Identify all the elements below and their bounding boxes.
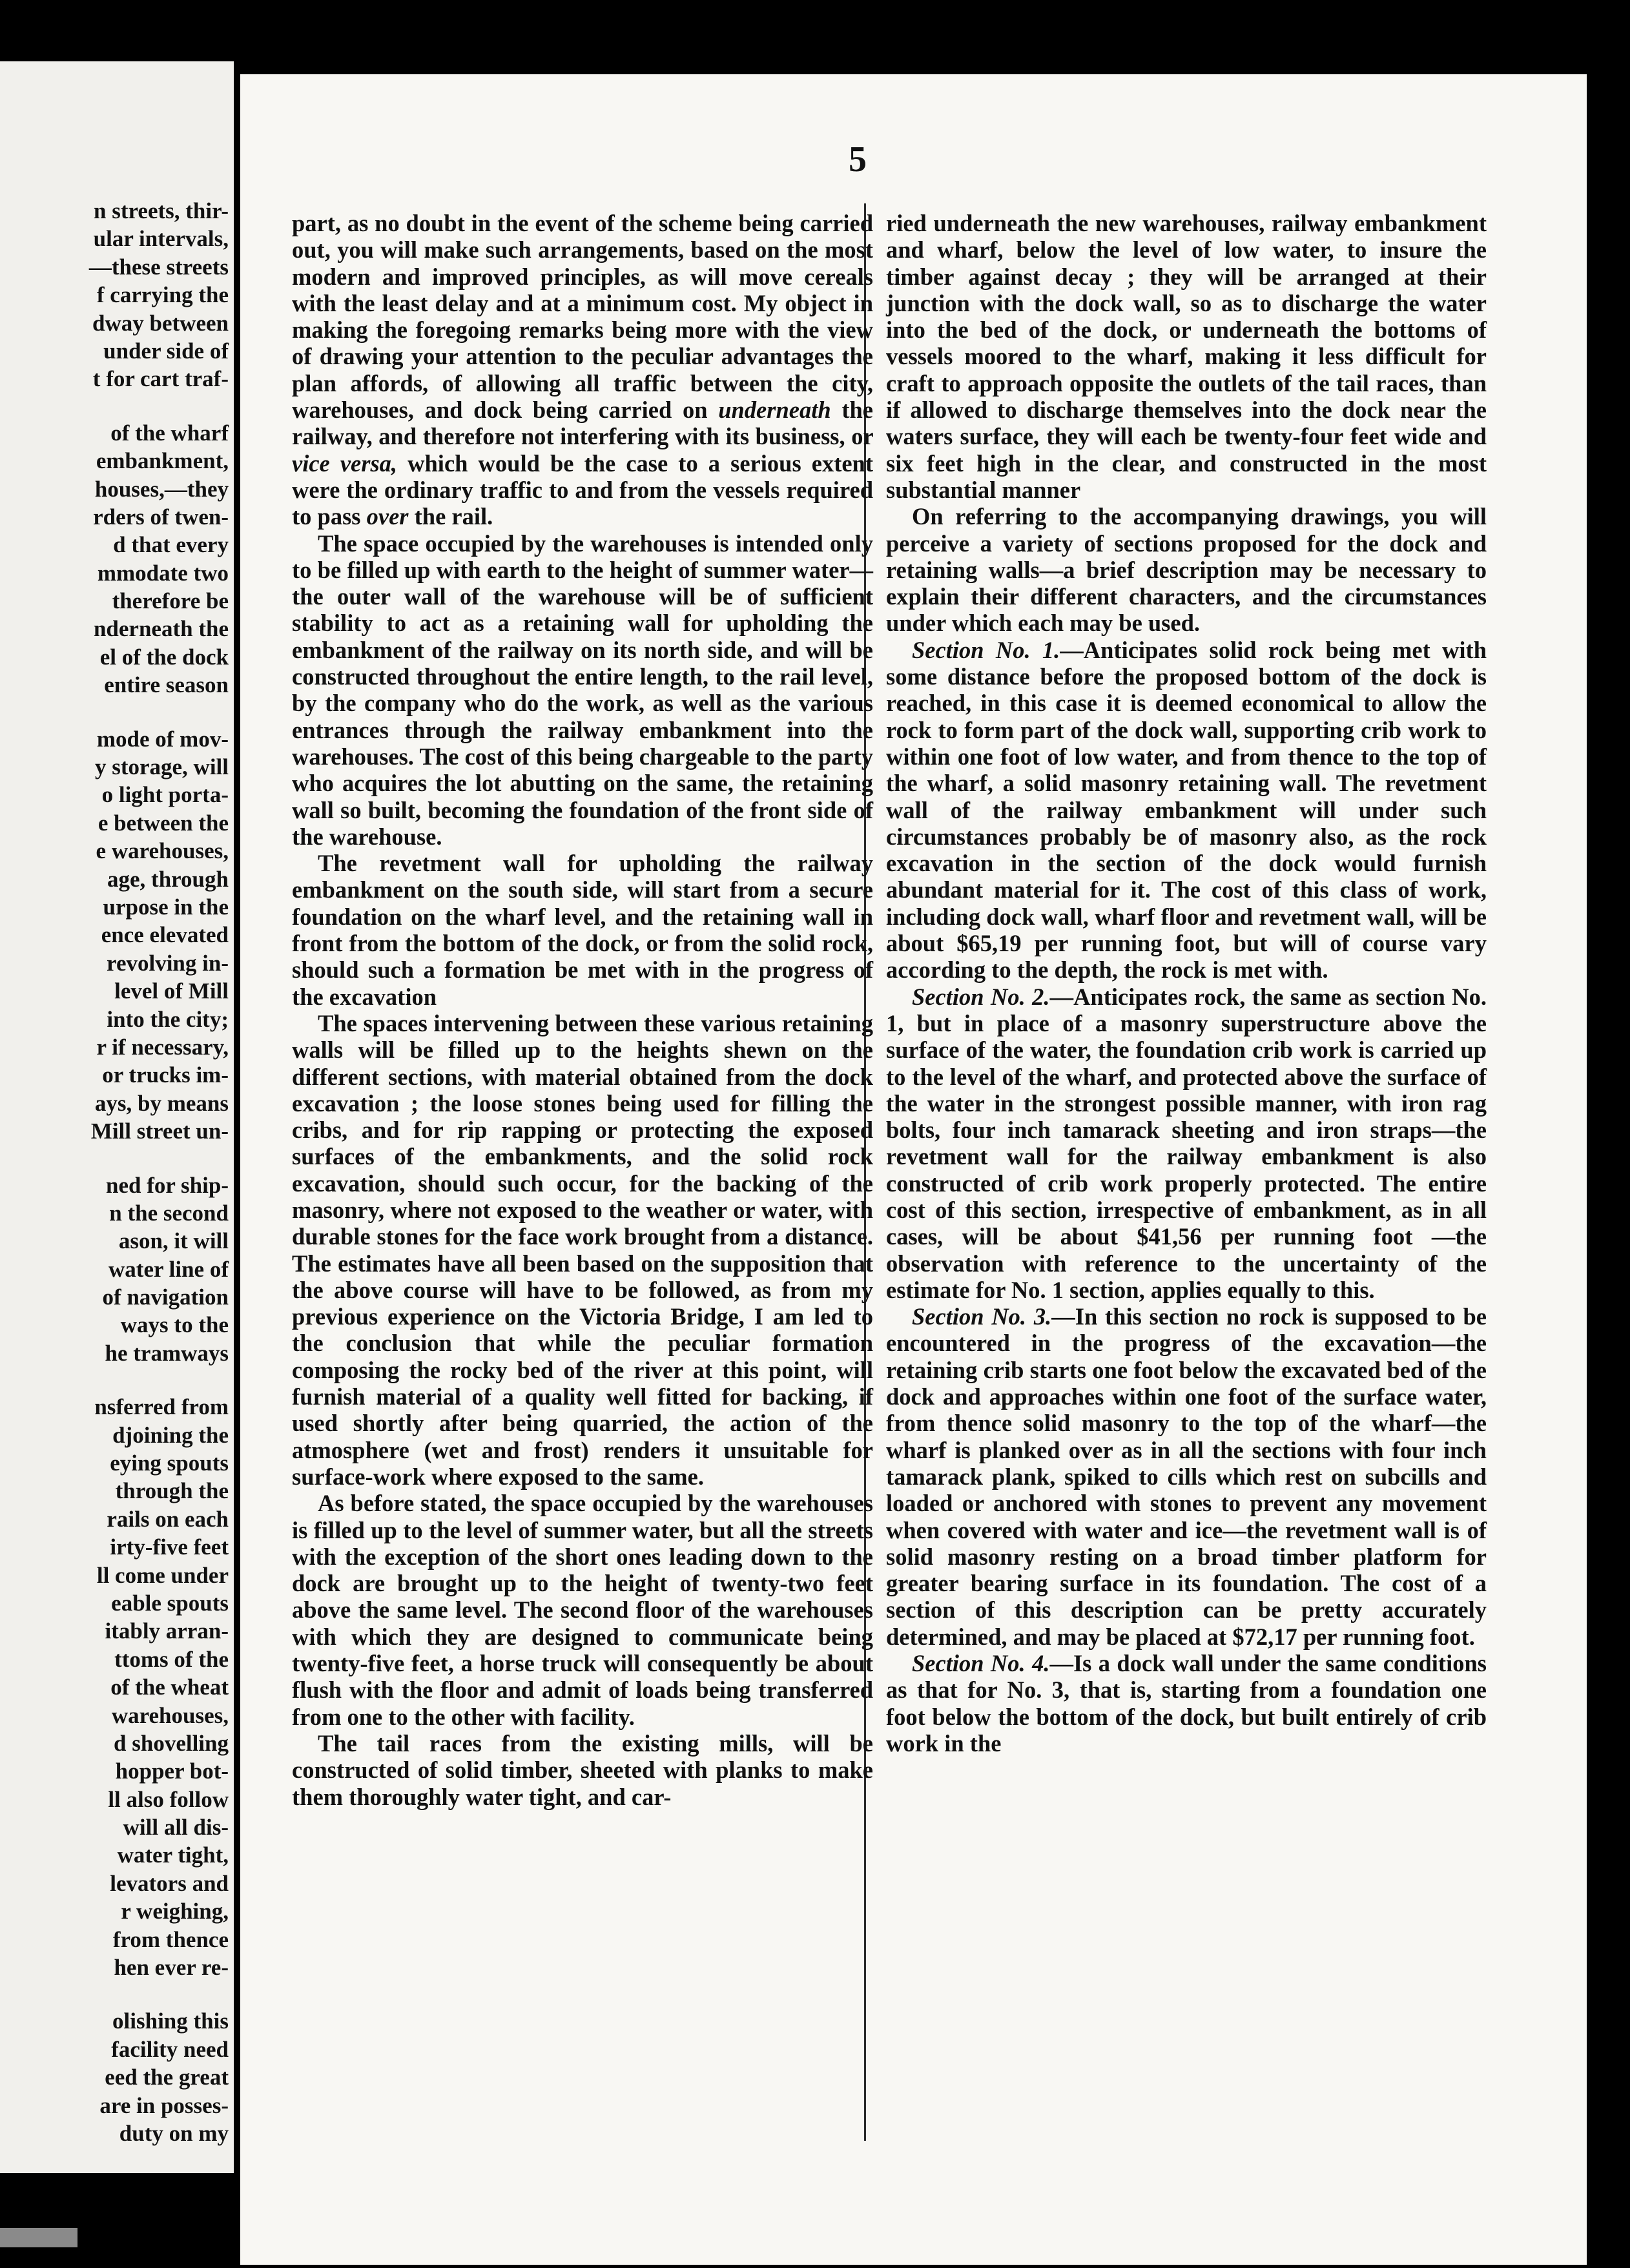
text-line: ned for ship- (106, 1172, 229, 1198)
text-line: embankment, (96, 448, 229, 474)
paragraph: The spaces intervening between these various retaining walls will be filled up to the heights shewn on the different sections, with material obtained from the dock excavation ; the loose stones being used for filling the cribs, and for rip rapping or protecting the exposed surfaces of the embankments, and the solid rock excavation, should such occur, for the backing of the masonry, where not exposed to the weather or water, with durable stones for the face work brought from a distance. The estimates have all been based on the supposition that the above course will have to be followed, as from my previous experience on the Victoria Bridge, I am led to the conclusion that while the peculiar formation composing the rocky bed of the river at this point, will furnish material of a quality well fitted for backing, if used shortly after being quarried, the action of the atmosphere (wet and frost) renders it unsuitable for surface-work where exposed to the same. (292, 1009, 873, 1490)
text-line: from thence (112, 1926, 229, 1952)
text-line: el of the dock (99, 644, 229, 670)
text-line: mode of mov- (96, 726, 229, 752)
text-line: level of Mill (114, 978, 229, 1004)
text-column-left (292, 210, 873, 1810)
text-line: warehouses, (111, 1702, 229, 1728)
facing-page-fragment (0, 61, 234, 2173)
section-paragraph: Section No. 1.—Anticipates solid rock being met with some distance before the proposed bottom of the dock is reached, in this case it is deemed economical to allow the rock to form part of the dock wall, supporting crib work to within one foot of low water, and from thence to the top of the wharf, a solid masonry retaining wall. The revetment wall of the railway embankment will under such circumstances probably be of masonry also, as the rock excavation in the section of the dock would furnish abundant material for it. The cost of this class of work, including dock wall, wharf floor and revetment wall, will be about $65,19 per running foot, but will of course vary according to the depth, the rock is met with. (886, 636, 1487, 984)
text-line: of navigation (102, 1284, 229, 1310)
text-line: —these streets (88, 254, 229, 280)
paragraph: part, as no doubt in the event of the scheme being carried out, you will make such arrangements, based on the most modern and improved principles, as will move cereals with the least delay and at a minimum cost. My object in making the foregoing remarks being more with the view of drawing your attention to the peculiar advantages the plan affords, of allowing all traffic between the city, warehouses, and dock being carried on underneath the railway, and therefore not interfering with its business, or vice versa, which would be the case to a serious extent were the ordinary traffic to and from the vessels required to pass over the rail. (292, 210, 874, 530)
document-page (240, 74, 1587, 2265)
section-paragraph: Section No. 3.—In this section no rock is supposed to be encountered in the progress of the excavation—the retaining crib starts one foot below the excavated bed of the dock and approaches within one foot of the surface water, from thence solid masonry to the top of the wharf—the wharf is planked over as in all the sections with four inch tamarack plank, spiked to cills which rest on subcills and loaded or anchored with stones to prevent any movement when covered with water and ice—the revetment wall is of solid masonry resting on a broad timber platform for greater bearing surface in its foundation. The cost of a section of this description can be pretty accurately determined, and may be placed at $72,17 per running foot. (886, 1303, 1487, 1650)
text-line: under side of (103, 338, 229, 364)
text-line: or trucks im- (102, 1062, 229, 1088)
text-line: mmodate two (97, 560, 229, 586)
paragraph: The tail races from the existing mills, will be constructed of solid timber, sheeted with planks to make them thoroughly water tight, and car- (292, 1729, 873, 1810)
text-line: therefore be (112, 588, 229, 614)
text-line: duty on my (119, 2121, 229, 2146)
text-line: rders of twen- (93, 504, 229, 530)
text-line: e between the (98, 810, 229, 836)
text-line: hen ever re- (114, 1955, 229, 1981)
line-gap (0, 1367, 234, 1393)
text-line: o light porta- (101, 782, 229, 808)
line-gap (0, 393, 234, 419)
text-line: f carrying the (96, 282, 229, 308)
text-line: ll also follow (108, 1786, 229, 1812)
text-line: eying spouts (110, 1450, 229, 1476)
text-line: r if necessary, (96, 1034, 229, 1060)
text-line: hopper bot- (115, 1758, 229, 1784)
text-line: into the city; (107, 1006, 229, 1032)
paragraph: As before stated, the space occupied by the warehouses is filled up to the level of summer water, but all the streets with the exception of the short ones leading down to the dock are brought up to the height of twenty-two feet above the same level. The second floor of the warehouses with which they are designed to communicate being twenty-five feet, a horse truck will consequently be about flush with the floor and admit of loads being transferred from one to the other with facility. (292, 1490, 873, 1730)
section-label: Section No. 1. (912, 636, 1060, 663)
line-gap (0, 1981, 234, 2007)
text-line: olishing this (112, 2008, 229, 2034)
section-label: Section No. 4. (912, 1650, 1050, 1677)
paragraph: The space occupied by the warehouses is intended only to be filled up with earth to the height of summer water—the outer wall of the warehouse will be of sufficient stability to act as a retaining wall for upholding the embankment of the railway on its north side, and will be constructed throughout the entire length, to the rail level, by the company who do the work, as well as the various entrances through the railway embankment into the warehouses. The cost of this being chargeable to the party who acquires the lot abutting on the same, the retaining wall so built, becoming the foundation of the front side of the warehouse. (292, 530, 873, 850)
line-gap (0, 1146, 234, 1171)
text-line: facility need (111, 2036, 229, 2062)
text-line: water tight, (117, 1842, 229, 1868)
text-line: water line of (108, 1256, 229, 1282)
text-line: eed the great (105, 2065, 229, 2090)
text-line: t for cart traf- (92, 366, 229, 392)
scan-edge (0, 2228, 77, 2247)
line-gap (0, 699, 234, 725)
text-line: d shovelling (114, 1730, 229, 1756)
text-line: eable spouts (111, 1590, 229, 1616)
page-number: 5 (849, 139, 867, 180)
text-column-right (886, 210, 1487, 1757)
paragraph: ried underneath the new warehouses, railway embankment and wharf, below the level of low water, to insure the timber against decay ; they will be arranged at their junction with the dock wall, so as to discharge the water into the bed of the dock, or underneath the bottoms of vessels moored to the wharf, making it less difficult for craft to approach opposite the outlets of the tail races, than if allowed to discharge themselves into the dock near the waters surface, they will each be twenty-four feet wide and six feet high in the clear, and constructed in the most substantial manner (886, 210, 1487, 503)
text-line: Mill street un- (90, 1119, 229, 1144)
text-line: through the (115, 1478, 229, 1504)
text-line: age, through (107, 866, 229, 892)
text-line: he tramways (105, 1340, 229, 1366)
text-line: itably arran- (105, 1618, 229, 1644)
section-paragraph: Section No. 2.—Anticipates rock, the same as section No. 1, but in place of a masonry superstructure above the surface of the water, the foundation crib work is carried up to the level of the wharf, and protected above the surface of the water in the strongest possible manner, with iron rag bolts, four inch tamarack sheeting and iron straps—the revetment wall for the railway embankment is also constructed of crib work properly protected. The entire cost of this section, irrespective of embankment, as in all cases, will be about $41,56 per running foot —the observation with reference to the uncertainty of the estimate for No. 1 section, applies equally to this. (886, 983, 1487, 1303)
section-label: Section No. 2. (912, 983, 1050, 1010)
section-label: Section No. 3. (912, 1303, 1052, 1330)
text-line: will all dis- (123, 1815, 229, 1840)
text-line: dway between (92, 310, 229, 336)
text-line: nderneath the (93, 616, 229, 642)
text-line: of the wharf (110, 420, 229, 446)
section-paragraph: Section No. 4.—Is a dock wall under the same conditions as that for No. 3, that is, starting from a foundation one foot below the bottom of the dock, but built entirely of crib work in the (886, 1650, 1487, 1757)
text-line: ence elevated (101, 922, 229, 948)
paragraph: On referring to the accompanying drawings, you will perceive a variety of sections proposed for the dock and retaining walls—a brief description may be necessary to explain their different characters, and the circumstances under which each may be used. (886, 503, 1487, 637)
text-line: y storage, will (94, 754, 229, 780)
text-line: of the wheat (110, 1675, 229, 1700)
text-line: n streets, thir- (94, 198, 229, 223)
text-line: e warehouses, (96, 838, 229, 864)
text-line: r weighing, (121, 1899, 229, 1924)
text-line: ason, it will (118, 1228, 229, 1254)
text-line: ays, by means (94, 1090, 229, 1116)
text-line: djoining the (112, 1422, 229, 1448)
text-line: irty-five feet (110, 1534, 229, 1560)
text-line: revolving in- (107, 950, 229, 976)
text-line: urpose in the (103, 894, 229, 920)
text-line: n the second (109, 1200, 229, 1226)
text-line: nsferred from (94, 1394, 229, 1420)
text-line: d that every (113, 532, 229, 558)
text-line: houses,—they (94, 476, 229, 502)
text-line: entire season (104, 672, 229, 698)
text-line: levators and (110, 1870, 229, 1896)
text-line: ttoms of the (114, 1646, 229, 1672)
text-line: are in posses- (99, 2092, 229, 2118)
facing-page-text (0, 197, 234, 2147)
text-line: ways to the (120, 1312, 229, 1338)
text-line: ular intervals, (93, 226, 229, 252)
text-line: rails on each (107, 1506, 229, 1532)
text-line: ll come under (96, 1562, 229, 1588)
paragraph: The revetment wall for upholding the railway embankment on the south side, will start from a secure foundation on the wharf level, and the retaining wall in front from the bottom of the dock, or from the solid rock, should such a formation be met with in the progress of the excavation (292, 850, 873, 1010)
